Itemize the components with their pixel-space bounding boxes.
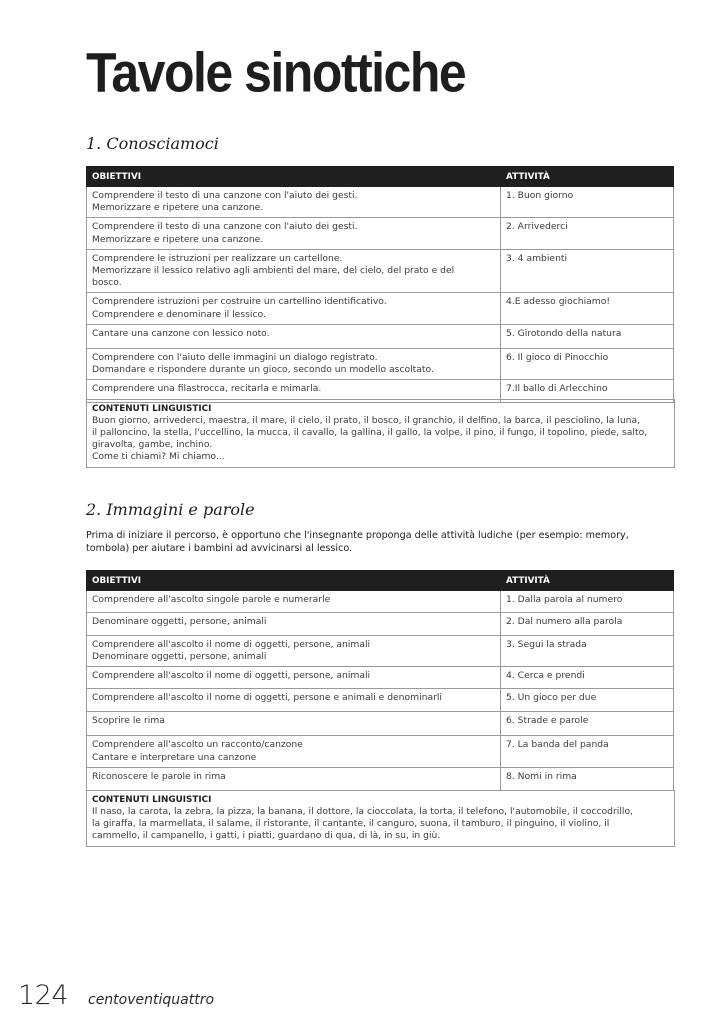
objective-line: Cantare una canzone con lessico noto.: [92, 327, 270, 339]
section-title-immagini-e-parole: 2. Immagini e parole: [86, 500, 255, 519]
activity-cell: 1. Buon giorno: [501, 187, 674, 218]
contenuti-text: [92, 806, 669, 842]
table-row: [87, 613, 674, 636]
objective-line: Scoprire le rima: [92, 715, 165, 727]
objective-line: Comprendere all'ascolto un racconto/canzone: [92, 739, 303, 751]
objective-line: Comprendere il testo di una canzone con l'aiuto dei gesti.: [92, 221, 358, 233]
objective-cell: [87, 613, 501, 636]
table-row: [87, 293, 674, 324]
objective-line: Comprendere all'ascolto il nome di oggetti, persone, animali: [92, 670, 371, 682]
table-header-row: [87, 167, 674, 187]
contenuti-line: Come ti chiami? Mi chiamo...: [92, 451, 225, 462]
contenuti-text: [92, 415, 669, 463]
table-row: [87, 324, 674, 348]
objective-line: Comprendere le istruzioni per realizzare un cartellone.: [92, 252, 343, 264]
table-row: [87, 712, 674, 736]
header-activities: ATTIVITÀ: [501, 167, 674, 187]
activity-cell: 2. Dal numero alla parola: [501, 613, 674, 636]
contenuti-heading: CONTENUTI LINGUISTICI: [92, 795, 212, 805]
activity-cell: 3. Segui la strada: [501, 636, 674, 667]
objective-cell: [87, 218, 501, 249]
contenuti-line: Il naso, la carota, la zebra, la pizza, la banana, il dottore, la cioccolata, la torta, il telefono, l'automobile, il coccodrillo,: [92, 806, 633, 817]
objective-cell: [87, 348, 501, 379]
synoptic-table-immagini-e-parole: [86, 570, 674, 791]
contenuti-linguistici-box: [86, 399, 675, 468]
contenuti-line: il palloncino, la stella, l'uccellino, la mucca, il cavallo, la gallina, il gallo, la volpe, il pino, il fungo, il topolino, piede, salto,: [92, 427, 648, 438]
objective-line: Comprendere con l'aiuto delle immagini un dialogo registrato.: [92, 351, 378, 363]
activity-cell: 8. Nomi in rima: [501, 767, 674, 790]
activity-cell: 3. 4 ambienti: [501, 249, 674, 293]
objective-cell: [87, 293, 501, 324]
contenuti-line: Buon giorno, arrivederci, maestra, il mare, il cielo, il prato, il bosco, il granchio, il delfino, la barca, il pesciolino, la luna,: [92, 415, 641, 426]
objective-cell: [87, 187, 501, 218]
activity-cell: 2. Arrivederci: [501, 218, 674, 249]
objective-line: Comprendere all'ascolto singole parole e numerarle: [92, 594, 331, 605]
table-row: [87, 667, 674, 689]
objective-line: Memorizzare il lessico relativo agli ambienti del mare, del cielo, del prato e del: [92, 265, 455, 277]
objective-cell: [87, 689, 501, 712]
header-objectives: OBIETTIVI: [87, 167, 501, 187]
objective-line: Memorizzare e ripetere una canzone.: [92, 233, 264, 245]
activity-cell: 7.Il ballo di Arlecchino: [501, 380, 674, 403]
table-body: [87, 187, 674, 403]
objective-line: Comprendere istruzioni per costruire un cartellino identificativo.: [92, 296, 387, 308]
contenuti-line: la giraffa, la marmellata, il salame, il ristorante, il cantante, il canguro, suona, il tamburo, il pinguino, il violino, il: [92, 818, 610, 829]
table-row: [87, 591, 674, 613]
table-row: [87, 249, 674, 293]
objective-line: Riconoscere le parole in rima: [92, 770, 226, 782]
synoptic-table-conosciamoci: [86, 166, 674, 403]
intro-paragraph: Prima di iniziare il percorso, è opportuno che l'insegnante proponga delle attività ludiche (per esempio: memory, tombola) per aiutare i bambini ad avvicinarsi al lessico.: [86, 530, 629, 554]
objective-line: Comprendere all'ascolto il nome di oggetti, persone, animali: [92, 639, 371, 650]
activity-cell: 1. Dalla parola al numero: [501, 591, 674, 613]
activity-cell: 7. La banda del panda: [501, 736, 674, 767]
table-header-row: [87, 571, 674, 591]
header-objectives: OBIETTIVI: [87, 571, 501, 591]
objective-line: Comprendere il testo di una canzone con l'aiuto dei gesti.: [92, 190, 358, 201]
table-body: [87, 591, 674, 791]
objective-line: Memorizzare e ripetere una canzone.: [92, 202, 264, 214]
page-title: Tavole sinottiche: [86, 41, 466, 104]
objective-line: Denominare oggetti, persone, animali: [92, 616, 267, 627]
contenuti-heading: CONTENUTI LINGUISTICI: [92, 404, 212, 414]
objective-cell: [87, 712, 501, 736]
activity-cell: 6. Strade e parole: [501, 712, 674, 736]
header-activities: ATTIVITÀ: [501, 571, 674, 591]
activity-cell: 4. Cerca e prendi: [501, 667, 674, 689]
objective-cell: [87, 667, 501, 689]
objective-cell: [87, 249, 501, 293]
table-row: [87, 187, 674, 218]
objective-line: Denominare oggetti, persone, animali: [92, 651, 267, 663]
page-number: 124: [18, 980, 69, 1011]
objective-cell: [87, 636, 501, 667]
activity-cell: 6. Il gioco di Pinocchio: [501, 348, 674, 379]
contenuti-line: cammello, il campanello, i gatti, i piatti, guardano di qua, di là, in su, in giù.: [92, 830, 441, 841]
table-row: [87, 767, 674, 790]
objective-line: Domandare e rispondere durante un gioco, secondo un modello ascoltato.: [92, 364, 434, 376]
objective-line: Comprendere all'ascolto il nome di oggetti, persone e animali e denominarli: [92, 692, 442, 704]
table-row: [87, 736, 674, 767]
objective-line: Comprendere una filastrocca, recitarla e mimarla.: [92, 383, 322, 395]
objective-cell: [87, 767, 501, 790]
table-row: [87, 689, 674, 712]
objective-cell: [87, 591, 501, 613]
objective-cell: [87, 324, 501, 348]
activity-cell: 5. Un gioco per due: [501, 689, 674, 712]
objective-line: bosco.: [92, 277, 122, 289]
page-number-word: centoventiquattro: [88, 992, 215, 1008]
contenuti-linguistici-box: [86, 790, 675, 847]
table-row: [87, 348, 674, 379]
table-row: [87, 218, 674, 249]
table-row: [87, 636, 674, 667]
contenuti-line: giravolta, gambe, inchino.: [92, 439, 213, 450]
objective-line: Cantare e interpretare una canzone: [92, 751, 257, 763]
activity-cell: 4.E adesso giochiamo!: [501, 293, 674, 324]
section-title-conosciamoci: 1. Conosciamoci: [86, 134, 219, 153]
objective-line: Comprendere e denominare il lessico.: [92, 308, 266, 320]
activity-cell: 5. Girotondo della natura: [501, 324, 674, 348]
objective-cell: [87, 736, 501, 767]
